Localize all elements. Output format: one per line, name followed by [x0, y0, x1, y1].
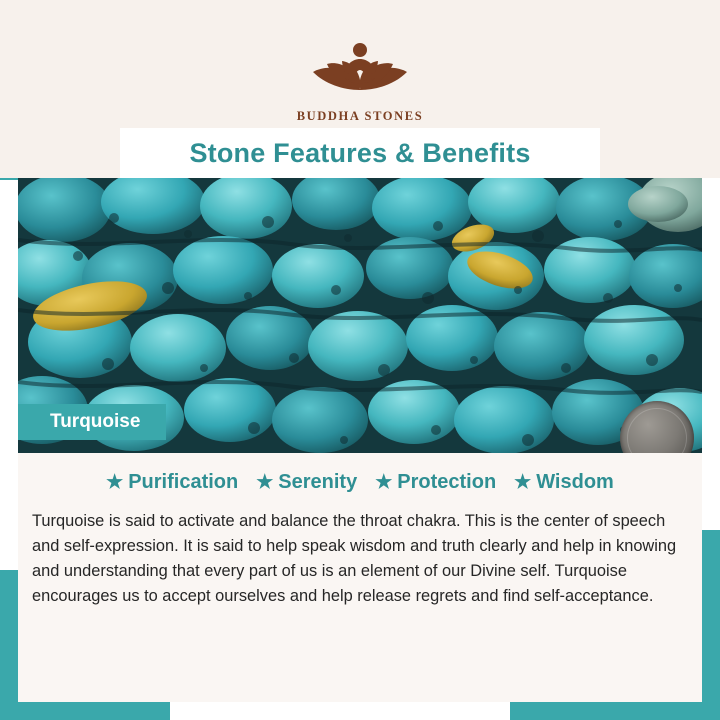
lotus-meditation-icon — [285, 28, 435, 106]
benefit-item — [375, 471, 496, 494]
benefit-label: Wisdom — [536, 471, 614, 493]
benefit-label: Protection — [397, 471, 497, 493]
benefit-label: Purification — [128, 471, 239, 493]
benefit-item — [256, 471, 357, 494]
title-banner — [120, 128, 600, 178]
star-icon: ★ — [256, 472, 274, 493]
benefits-list — [18, 471, 702, 494]
brand-name: BUDDHA STONES — [296, 109, 424, 123]
stone-name-badge — [18, 404, 166, 440]
star-icon: ★ — [514, 472, 532, 493]
coin-inner-ring — [627, 408, 687, 453]
poster-header — [0, 0, 720, 178]
brand-logo — [260, 28, 460, 124]
stone-description: Turquoise is said to activate and balance the throat chakra. This is the center of speech and self-expression. It is said to help speak wisdom and truth clearly and help in knowing and understanding that every part of us is an element of our Divine self. Turquoise encourages us to accept ourselves and help release regrets and find self-acceptance. — [32, 512, 677, 606]
benefit-label: Serenity — [278, 471, 358, 493]
page-title: Stone Features & Benefits — [189, 137, 531, 168]
stone-name: Turquoise — [50, 411, 141, 432]
benefit-item — [514, 471, 614, 494]
star-icon: ★ — [375, 472, 393, 493]
description-panel — [18, 453, 702, 702]
benefit-item — [106, 471, 238, 494]
star-icon: ★ — [106, 472, 124, 493]
